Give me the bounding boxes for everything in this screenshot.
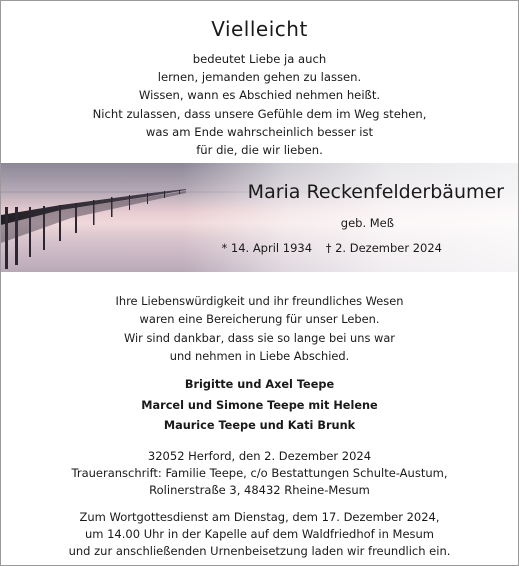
address-line: Rolinerstraße 3, 48432 Rheine-Mesum bbox=[149, 483, 370, 498]
mourning-address bbox=[1, 448, 518, 500]
poem-line: für die, die wir lieben. bbox=[196, 143, 323, 158]
maiden-name: geb. Meß bbox=[340, 216, 394, 230]
service-info bbox=[1, 509, 518, 561]
deceased-name: Maria Reckenfelderbäumer bbox=[247, 181, 504, 203]
heading: Vielleicht bbox=[211, 17, 308, 41]
tribute-line: Ihre Liebenswürdigkeit und ihr freundliches Wesen bbox=[115, 294, 404, 308]
poem-line: lernen, jemanden gehen zu lassen. bbox=[157, 70, 362, 85]
mourner-name: Brigitte und Axel Teepe bbox=[184, 378, 335, 391]
life-dates bbox=[221, 241, 442, 255]
service-line: um 14.00 Uhr in der Kapelle auf dem Waldfriedhof in Mesum bbox=[84, 527, 435, 542]
tribute-line: und nehmen in Liebe Abschied. bbox=[169, 348, 350, 363]
poem-line: bedeutet Liebe ja auch bbox=[192, 52, 327, 66]
poem-line: Wissen, wann es Abschied nehmen heißt. bbox=[138, 88, 381, 103]
pier-landscape-image bbox=[1, 163, 518, 272]
address-line: 32052 Herford, den 2. Dezember 2024 bbox=[147, 449, 372, 463]
tribute-line: waren eine Bereicherung für unser Leben. bbox=[139, 312, 380, 327]
tribute-text bbox=[1, 292, 518, 365]
poem bbox=[1, 50, 518, 159]
address-line: Traueranschrift: Familie Teepe, c/o Bestattungen Schulte-Austum, bbox=[71, 466, 448, 481]
service-line: Zum Wortgottesdienst am Dienstag, dem 17. Dezember 2024, bbox=[79, 510, 440, 524]
mourner-name: Maurice Teepe und Kati Brunk bbox=[163, 419, 356, 432]
mourner-name: Marcel und Simone Teepe mit Helene bbox=[141, 398, 378, 412]
death-date: † 2. Dezember 2024 bbox=[325, 241, 442, 255]
tribute-line: Wir sind dankbar, dass sie so lange bei uns war bbox=[124, 330, 395, 345]
birth-date: * 14. April 1934 bbox=[221, 241, 313, 255]
poem-line: was am Ende wahrscheinlich besser ist bbox=[145, 124, 374, 139]
service-line: und zur anschließenden Urnenbeisetzung laden wir freundlich ein. bbox=[68, 544, 451, 559]
poem-line: Nicht zulassen, dass unsere Gefühle dem im Weg stehen, bbox=[92, 106, 427, 121]
mourners-list bbox=[1, 375, 518, 437]
